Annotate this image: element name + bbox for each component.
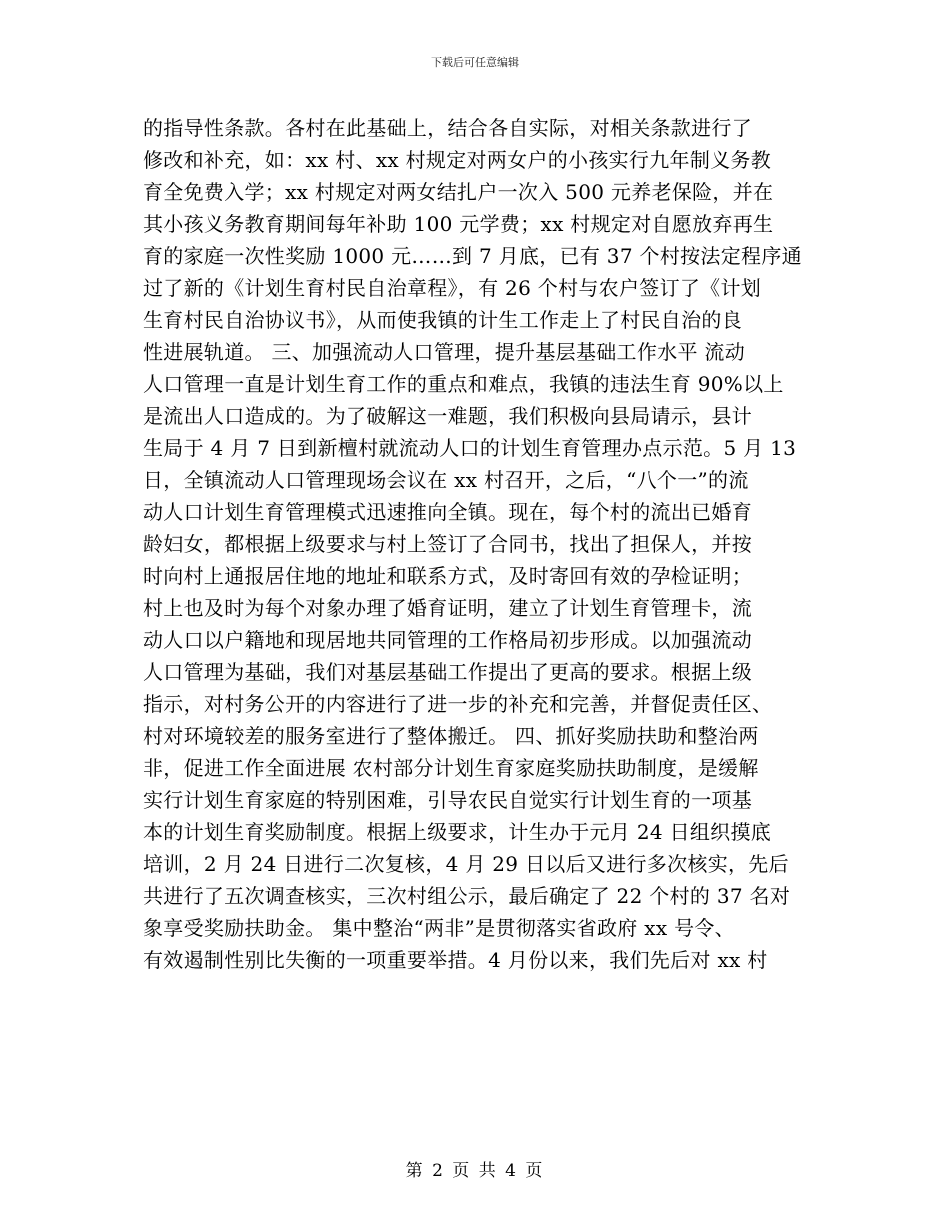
text-line: 其小孩义务教育期间每年补助 100 元学费；xx 村规定对自愿放弃再生 bbox=[143, 212, 774, 236]
text-line: 生局于 4 月 7 日到新檀村就流动人口的计划生育管理办点示范。5 月 13 bbox=[143, 436, 797, 460]
text-line: 象享受奖励扶助金。 集中整治“两非”是贯彻落实省政府 xx 号令、 bbox=[143, 916, 735, 940]
text-line: 有效遏制性别比失衡的一项重要举措。4 月份以来，我们先后对 xx 村 bbox=[143, 948, 768, 972]
text-line: 共进行了五次调查核实，三次村组公示，最后确定了 22 个村的 37 名对 bbox=[143, 884, 791, 908]
document-body bbox=[143, 112, 803, 976]
text-line: 非，促进工作全面进展 农村部分计划生育家庭奖励扶助制度，是缓解 bbox=[143, 756, 759, 780]
text-line: 日，全镇流动人口管理现场会议在 xx 村召开，之后，“八个一”的流 bbox=[143, 468, 749, 492]
text-line: 育的家庭一次性奖励 1000 元……到 7 月底，已有 37 个村按法定程序通 bbox=[143, 244, 802, 268]
text-line: 本的计划生育奖励制度。根据上级要求，计生办于元月 24 日组织摸底 bbox=[143, 820, 772, 844]
text-line: 动人口以户籍地和现居地共同管理的工作格局初步形成。以加强流动 bbox=[143, 628, 752, 652]
text-line: 育全免费入学；xx 村规定对两女结扎户一次入 500 元养老保险，并在 bbox=[143, 180, 774, 204]
text-line: 培训，2 月 24 日进行二次复核，4 月 29 日以后又进行多次核实，先后 bbox=[143, 852, 789, 876]
text-line: 龄妇女，都根据上级要求与村上签订了合同书，找出了担保人，并按 bbox=[143, 532, 752, 556]
text-line: 修改和补充，如：xx 村、xx 村规定对两女户的小孩实行九年制义务教 bbox=[143, 148, 772, 172]
text-line: 过了新的《计划生育村民自治章程》，有 26 个村与农户签订了《计划 bbox=[143, 276, 762, 300]
text-line: 的指导性条款。各村在此基础上，结合各自实际，对相关条款进行了 bbox=[143, 116, 752, 140]
text-line: 生育村民自治协议书》，从而使我镇的计生工作走上了村民自治的良 bbox=[143, 308, 742, 332]
text-line: 是流出人口造成的。为了破解这一难题，我们积极向县局请示，县计 bbox=[143, 404, 752, 428]
text-line: 性进展轨道。 三、加强流动人口管理，提升基层基础工作水平 流动 bbox=[143, 340, 746, 364]
page-number-footer: 第 2 页 共 4 页 bbox=[405, 1161, 545, 1181]
page-header-note: 下载后可任意编辑 bbox=[431, 56, 519, 69]
text-line: 指示，对村务公开的内容进行了进一步的补充和完善，并督促责任区、 bbox=[143, 692, 773, 716]
text-line: 人口管理为基础，我们对基层基础工作提出了更高的要求。根据上级 bbox=[143, 660, 752, 684]
text-line: 实行计划生育家庭的特别困难，引导农民自觉实行计划生育的一项基 bbox=[143, 788, 752, 812]
text-line: 动人口计划生育管理模式迅速推向全镇。现在，每个村的流出已婚育 bbox=[143, 500, 752, 524]
text-line: 人口管理一直是计划生育工作的重点和难点，我镇的违法生育 90%以上 bbox=[143, 372, 784, 396]
text-line: 时向村上通报居住地的地址和联系方式，及时寄回有效的孕检证明； bbox=[143, 564, 752, 588]
text-line: 村对环境较差的服务室进行了整体搬迁。 四、抓好奖励扶助和整治两 bbox=[143, 724, 759, 748]
text-line: 村上也及时为每个对象办理了婚育证明，建立了计划生育管理卡，流 bbox=[143, 596, 752, 620]
